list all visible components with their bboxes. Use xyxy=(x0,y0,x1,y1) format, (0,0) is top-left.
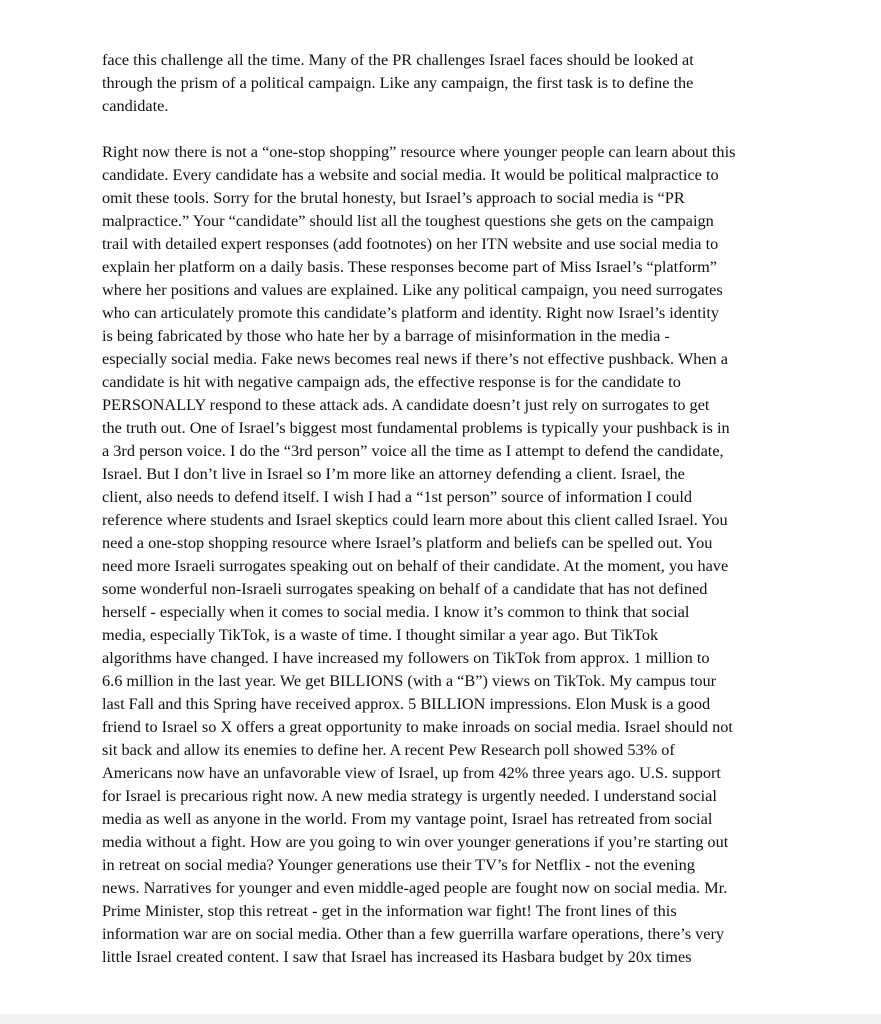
text-line: PERSONALLY respond to these attack ads. A candidate doesn’t just rely on surrogates to get xyxy=(102,395,710,414)
text-line: client, also needs to defend itself. I wish I had a “1st person” source of information I could xyxy=(102,487,693,506)
text-line: candidate. Every candidate has a website and social media. It would be political malpractice to xyxy=(102,165,719,184)
text-line: for Israel is precarious right now. A new media strategy is urgently needed. I understand social xyxy=(102,786,717,805)
text-line: little Israel created content. I saw that Israel has increased its Hasbara budget by 20x times xyxy=(102,947,692,966)
text-line: Right now there is not a “one-stop shopping” resource where younger people can learn about this xyxy=(102,142,736,161)
text-line: a 3rd person voice. I do the “3rd person” voice all the time as I attempt to defend the candidate, xyxy=(102,441,724,460)
text-line: last Fall and this Spring have received approx. 5 BILLION impressions. Elon Musk is a good xyxy=(102,694,711,713)
text-line: in retreat on social media? Younger generations use their TV’s for Netflix - not the evening xyxy=(102,855,695,874)
text-line: herself - especially when it comes to social media. I know it’s common to think that social xyxy=(102,602,690,621)
text-line: explain her platform on a daily basis. These responses become part of Miss Israel’s “platform” xyxy=(102,257,718,276)
text-line: friend to Israel so X offers a great opportunity to make inroads on social media. Israel should not xyxy=(102,717,733,736)
text-line: reference where students and Israel skeptics could learn more about this client called Israel. You xyxy=(102,510,728,529)
text-line: 6.6 million in the last year. We get BILLIONS (with a “B”) views on TikTok. My campus tour xyxy=(102,671,717,690)
text-line: malpractice.” Your “candidate” should list all the toughest questions she gets on the campaign xyxy=(102,211,714,230)
text-line: especially social media. Fake news becomes real news if there’s not effective pushback. When a xyxy=(102,349,728,368)
text-line: omit these tools. Sorry for the brutal honesty, but Israel’s approach to social media is “PR xyxy=(102,188,685,207)
text-line: news. Narratives for younger and even middle-aged people are fought now on social media. Mr. xyxy=(102,878,728,897)
text-line: is being fabricated by those who hate her by a barrage of misinformation in the media - xyxy=(102,326,670,345)
text-line: algorithms have changed. I have increased my followers on TikTok from approx. 1 million to xyxy=(102,648,710,667)
text-line: trail with detailed expert responses (add footnotes) on her ITN website and use social media to xyxy=(102,234,719,253)
text-line: media without a fight. How are you going to win over younger generations if you’re starting out xyxy=(102,832,729,851)
text-line: where her positions and values are explained. Like any political campaign, you need surrogates xyxy=(102,280,723,299)
page-bottom-edge xyxy=(0,1014,881,1024)
text-line: who can articulately promote this candidate’s platform and identity. Right now Israel’s identity xyxy=(102,303,720,322)
text-line: candidate is hit with negative campaign ads, the effective response is for the candidate to xyxy=(102,372,681,391)
text-line: media as well as anyone in the world. From my vantage point, Israel has retreated from social xyxy=(102,809,713,828)
text-line: face this challenge all the time. Many of the PR challenges Israel faces should be looked at xyxy=(102,50,694,69)
text-line: media, especially TikTok, is a waste of time. I thought similar a year ago. But TikTok xyxy=(102,625,659,644)
text-line: sit back and allow its enemies to define her. A recent Pew Research poll showed 53% of xyxy=(102,740,675,759)
paragraph-social-media-strategy xyxy=(102,140,792,968)
text-line: Prime Minister, stop this retreat - get in the information war fight! The front lines of this xyxy=(102,901,677,920)
text-line: through the prism of a political campaign. Like any campaign, the first task is to define the xyxy=(102,73,694,92)
paragraph-campaign-framing xyxy=(102,48,792,117)
text-line: information war are on social media. Other than a few guerrilla warfare operations, there’s very xyxy=(102,924,725,943)
text-line: candidate. xyxy=(102,96,169,115)
text-line: some wonderful non-Israeli surrogates speaking on behalf of a candidate that has not defined xyxy=(102,579,708,598)
text-line: Israel. But I don’t live in Israel so I’m more like an attorney defending a client. Israel, the xyxy=(102,464,685,483)
text-line: the truth out. One of Israel’s biggest most fundamental problems is typically your pushback is in xyxy=(102,418,730,437)
text-line: need a one-stop shopping resource where Israel’s platform and beliefs can be spelled out. You xyxy=(102,533,713,552)
text-line: Americans now have an unfavorable view of Israel, up from 42% three years ago. U.S. support xyxy=(102,763,721,782)
text-line: need more Israeli surrogates speaking out on behalf of their candidate. At the moment, you have xyxy=(102,556,729,575)
